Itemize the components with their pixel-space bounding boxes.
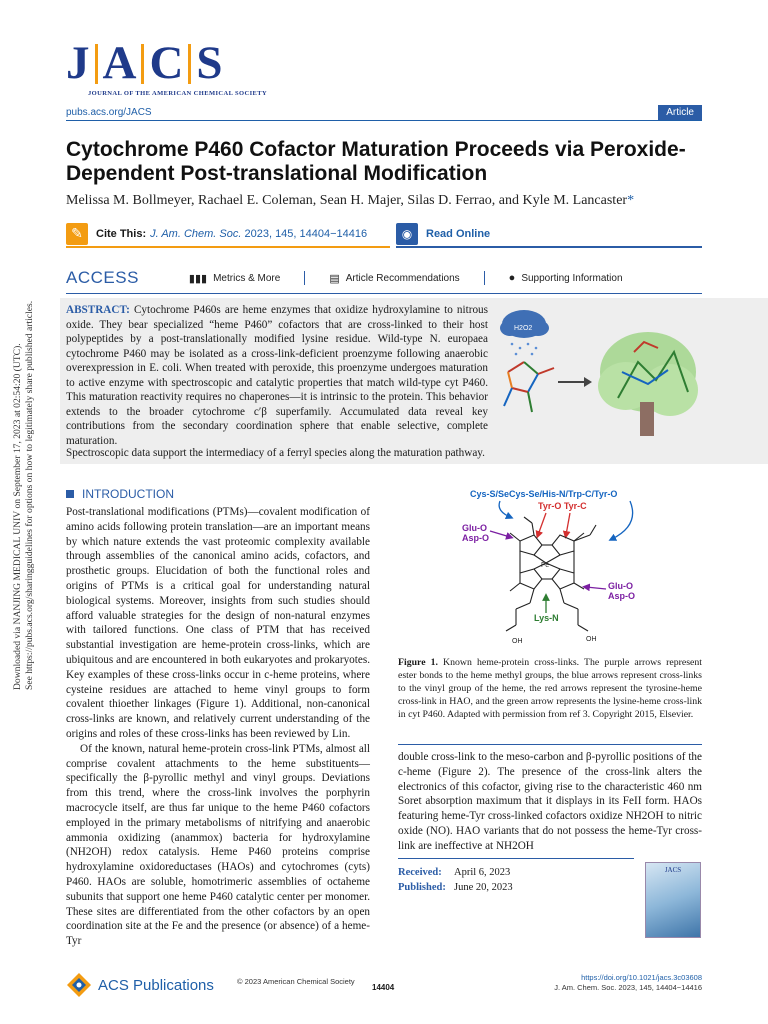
author-list [66, 193, 634, 209]
logo-separator [141, 44, 144, 84]
logo-separator [95, 44, 98, 84]
access-bar [66, 266, 702, 290]
journal-cover-thumbnail[interactable] [645, 862, 701, 938]
authors-text: Melissa M. Bollmeyer, Rachael E. Coleman, Sean H. Majer, Silas D. Ferrao, and Kyle M. Lancaster [66, 193, 628, 208]
caption-label: Figure 1. [398, 657, 438, 668]
figure-1-heme-crosslinks [400, 485, 702, 653]
received-label: Received: [398, 867, 442, 878]
bar-chart-icon: ▮▮▮ [188, 272, 208, 285]
access-label: ACCESS [66, 268, 139, 287]
corresponding-author-mark[interactable]: * [627, 193, 635, 208]
blue-arrow-right [612, 501, 633, 539]
fe-label: Fe [541, 562, 550, 569]
published-label: Published: [398, 881, 446, 893]
download-notice [12, 301, 36, 690]
journal-link[interactable]: pubs.acs.org/JACS [66, 107, 152, 118]
right-column-text: double cross-link to the meso-carbon and β-pyrollic positions of the c-heme (Figure 2). The presence of the cross-link alters the electronics of this cofactor, giving rise to the characteristic 460 nm Soret absorption maximum that it displays in its FeII form. HAOs featuring heme-Tyr cross-linked cofactors oxidize NH2OH to nitric oxide (NO). HAO variants that do not possess the heme-Tyr cross-link are ineffective at NH2OH [398, 751, 702, 852]
toc-label: H2O2 [514, 325, 533, 332]
divider [484, 271, 485, 285]
published-date: June 20, 2023 [454, 881, 513, 893]
published-row [398, 881, 513, 896]
acs-publications-text: ACS Publications [98, 976, 214, 994]
doi-link[interactable]: https://doi.org/10.1021/jacs.3c03608 [581, 973, 702, 982]
figure-glu-left: Glu-O [462, 523, 487, 533]
red-arrow-right [566, 513, 570, 535]
figure-asp-left: Asp-O [462, 533, 489, 543]
figure-top-label: Cys-S/SeCys-Se/His-N/Trp-C/Tyr-O [470, 489, 618, 499]
caption-rule [398, 744, 702, 745]
metrics-link[interactable] [189, 272, 280, 285]
figure-lys-label: Lys-N [534, 613, 559, 623]
left-column [66, 505, 370, 949]
cite-reference[interactable] [150, 228, 367, 240]
protein-tree-graphic [598, 332, 698, 436]
jacs-logo [66, 37, 268, 97]
download-notice-line1: Downloaded via NANJING MEDICAL UNIV on September 17, 2023 at 02:54:20 (UTC). [12, 343, 23, 690]
copyright-text: © 2023 American Chemical Society [237, 977, 355, 986]
doi-block [554, 973, 702, 993]
logo-letter-j: J [66, 37, 90, 89]
abstract-last-line: Spectroscopic data support the intermediacy of a ferryl species along the maturation pathway. [66, 447, 485, 459]
supporting-info-link[interactable] [509, 272, 623, 284]
globe-icon: ◉ [396, 223, 418, 245]
logo-letter-c: C [149, 37, 184, 89]
metrics-label: Metrics & More [213, 272, 281, 284]
cite-this-box[interactable] [66, 222, 390, 248]
section-square-icon [66, 490, 74, 498]
publication-dates [398, 866, 513, 896]
supporting-info-label: Supporting Information [521, 272, 623, 284]
cite-details: 2023, 145, 14404−14416 [244, 228, 368, 240]
si-icon: ● [508, 272, 516, 284]
cloud-icon [500, 310, 549, 338]
read-online-box[interactable] [396, 222, 702, 248]
introduction-heading [66, 487, 174, 501]
dates-rule [398, 858, 634, 859]
logo-subtitle: JOURNAL OF THE AMERICAN CHEMICAL SOCIETY [88, 90, 268, 97]
abstract-body: Cytochrome P460s are heme enzymes that oxidize hydroxylamine to nitrous oxide. They bear specialized “heme P460” cofactors that are cross-linked to their host polypeptides by a post-translationally modified lysine residue. Wild-type N. europaea cytochrome P460 may be isolated as a cross-link-deficient proenzyme following anaerobic overexpression in E. coli. When treated with peroxide, this proenzyme undergoes maturation to active enzyme with spectroscopic and catalytic properties that match wild-type cyt P460. This maturation reactivity requires no chaperones—it is intrinsic to the protein. This behavior extends to the broader cytochrome c′β superfamily. Accumulated data reveal key contributions from the secondary coordination sphere that enable selective, complete maturation. [66, 304, 489, 447]
acs-logo-icon [66, 972, 92, 998]
cite-label: Cite This: [96, 228, 147, 240]
introduction-heading-text: INTRODUCTION [82, 487, 174, 501]
blue-arrow-left [499, 501, 510, 517]
logo-letter-a: A [102, 37, 137, 89]
acs-publications-logo[interactable] [66, 972, 214, 998]
journal-reference: J. Am. Chem. Soc. 2023, 145, 14404−14416 [554, 983, 702, 992]
download-notice-line2: See https://pubs.acs.org/sharingguidelines for options on how to legitimately share published articles. [24, 300, 35, 690]
oh-right-label: OH [586, 636, 597, 643]
header-rule [66, 120, 702, 121]
article-title: Cytochrome P460 Cofactor Maturation Proceeds via Peroxide-Dependent Post-translational Modification [66, 138, 686, 185]
red-arrow-left [538, 513, 546, 535]
logo-separator [188, 44, 191, 84]
cite-journal: J. Am. Chem. Soc. [150, 228, 242, 240]
cover-title: JACS [664, 866, 682, 874]
received-date: April 6, 2023 [454, 867, 511, 878]
abstract-label: ABSTRACT: [66, 304, 130, 316]
read-online-label[interactable]: Read Online [426, 228, 491, 240]
logo-letter-s: S [196, 37, 223, 89]
intro-paragraph-2: Of the known, natural heme-protein cross-link PTMs, almost all comprise covalent attachments to the heme substituents—specifically the β-pyrollic methyl and vinyl groups. Deviations from this trend, where the cross-link involves the porphyrin macrocycle itself, are thus far unique to the heme P460 cofactors employed in the primary metabolisms of nitrifying and anaerobic ammonia oxidizing (anammox) bacteria for hydroxylamine (NH2OH) redox catalysis. Heme P460 proteins comprise hydroxylamine oxidoreductases (HAOs) and cytochromes (cyts) P460. HAOs are soluble, homotrimeric assemblies of octaheme subunits that support one heme P460 catalytic center per monomer. These sites are differentiated from the other cofactors by an open coordination site at the Fe and the presence (or absence) of a heme-Tyr [66, 742, 370, 948]
figure-tyr-label: Tyr-O Tyr-C [538, 501, 587, 511]
document-icon: ▤ [329, 272, 340, 285]
abstract-text [66, 303, 488, 448]
page-number: 14404 [372, 983, 395, 992]
purple-arrow-right [586, 587, 606, 589]
caption-text: Known heme-protein cross-links. The purple arrows represent ester bonds to the heme methyl groups, the blue arrows represent cross-links to the vinyl group of the heme, the red arrows represent the tyrosine-heme cross-link in HAO, and the green arrow represents the lysine-heme cross-link in cyt P460. Adapted with permission from ref 3. Copyright 2015, Elsevier. [398, 657, 703, 720]
article-type-badge: Article [658, 105, 702, 121]
toc-graphic [498, 302, 704, 442]
figure-1-caption [398, 657, 702, 722]
access-rule [66, 293, 702, 294]
heme-molecule-left [504, 362, 554, 412]
recommendations-label: Article Recommendations [345, 272, 460, 284]
figure-glu-right: Glu-O [608, 581, 633, 591]
purple-arrow-left [490, 531, 510, 537]
oh-left-label: OH [512, 638, 523, 645]
received-row [398, 866, 513, 881]
divider [304, 271, 305, 285]
cite-icon: ✎ [66, 223, 88, 245]
figure-asp-right: Asp-O [608, 591, 635, 601]
intro-paragraph-1: Post-translational modifications (PTMs)—covalent modification of amino acids following protein translation—are an important means by which nature extends the vast proteomic complexity available through assemblies of the canonical amino acids, cofactors, and prosthetic groups. Elucidation of both the functional roles and origins of PTMs is a critical goal for understanding natural biological systems. Moreover, insights from such studies should afford valuable strategies for the design of non-natural enzymes with tailored functions. One class of PTM that has received substantial investigation are heme-protein cross-links, which are ubiquitous and are encountered in both eukaryotes and prokaryotes. Key examples of these cross-links occur in c-heme proteins, where cysteine residues are attached to heme vinyl groups to form covalent thioether linkages (Figure 1). Additional, non-canonical cross-links are known, and relatively current understanding of the origins and roles of these cross-links has been reviewed by Lin. [66, 506, 370, 740]
recommendations-link[interactable] [329, 272, 459, 285]
